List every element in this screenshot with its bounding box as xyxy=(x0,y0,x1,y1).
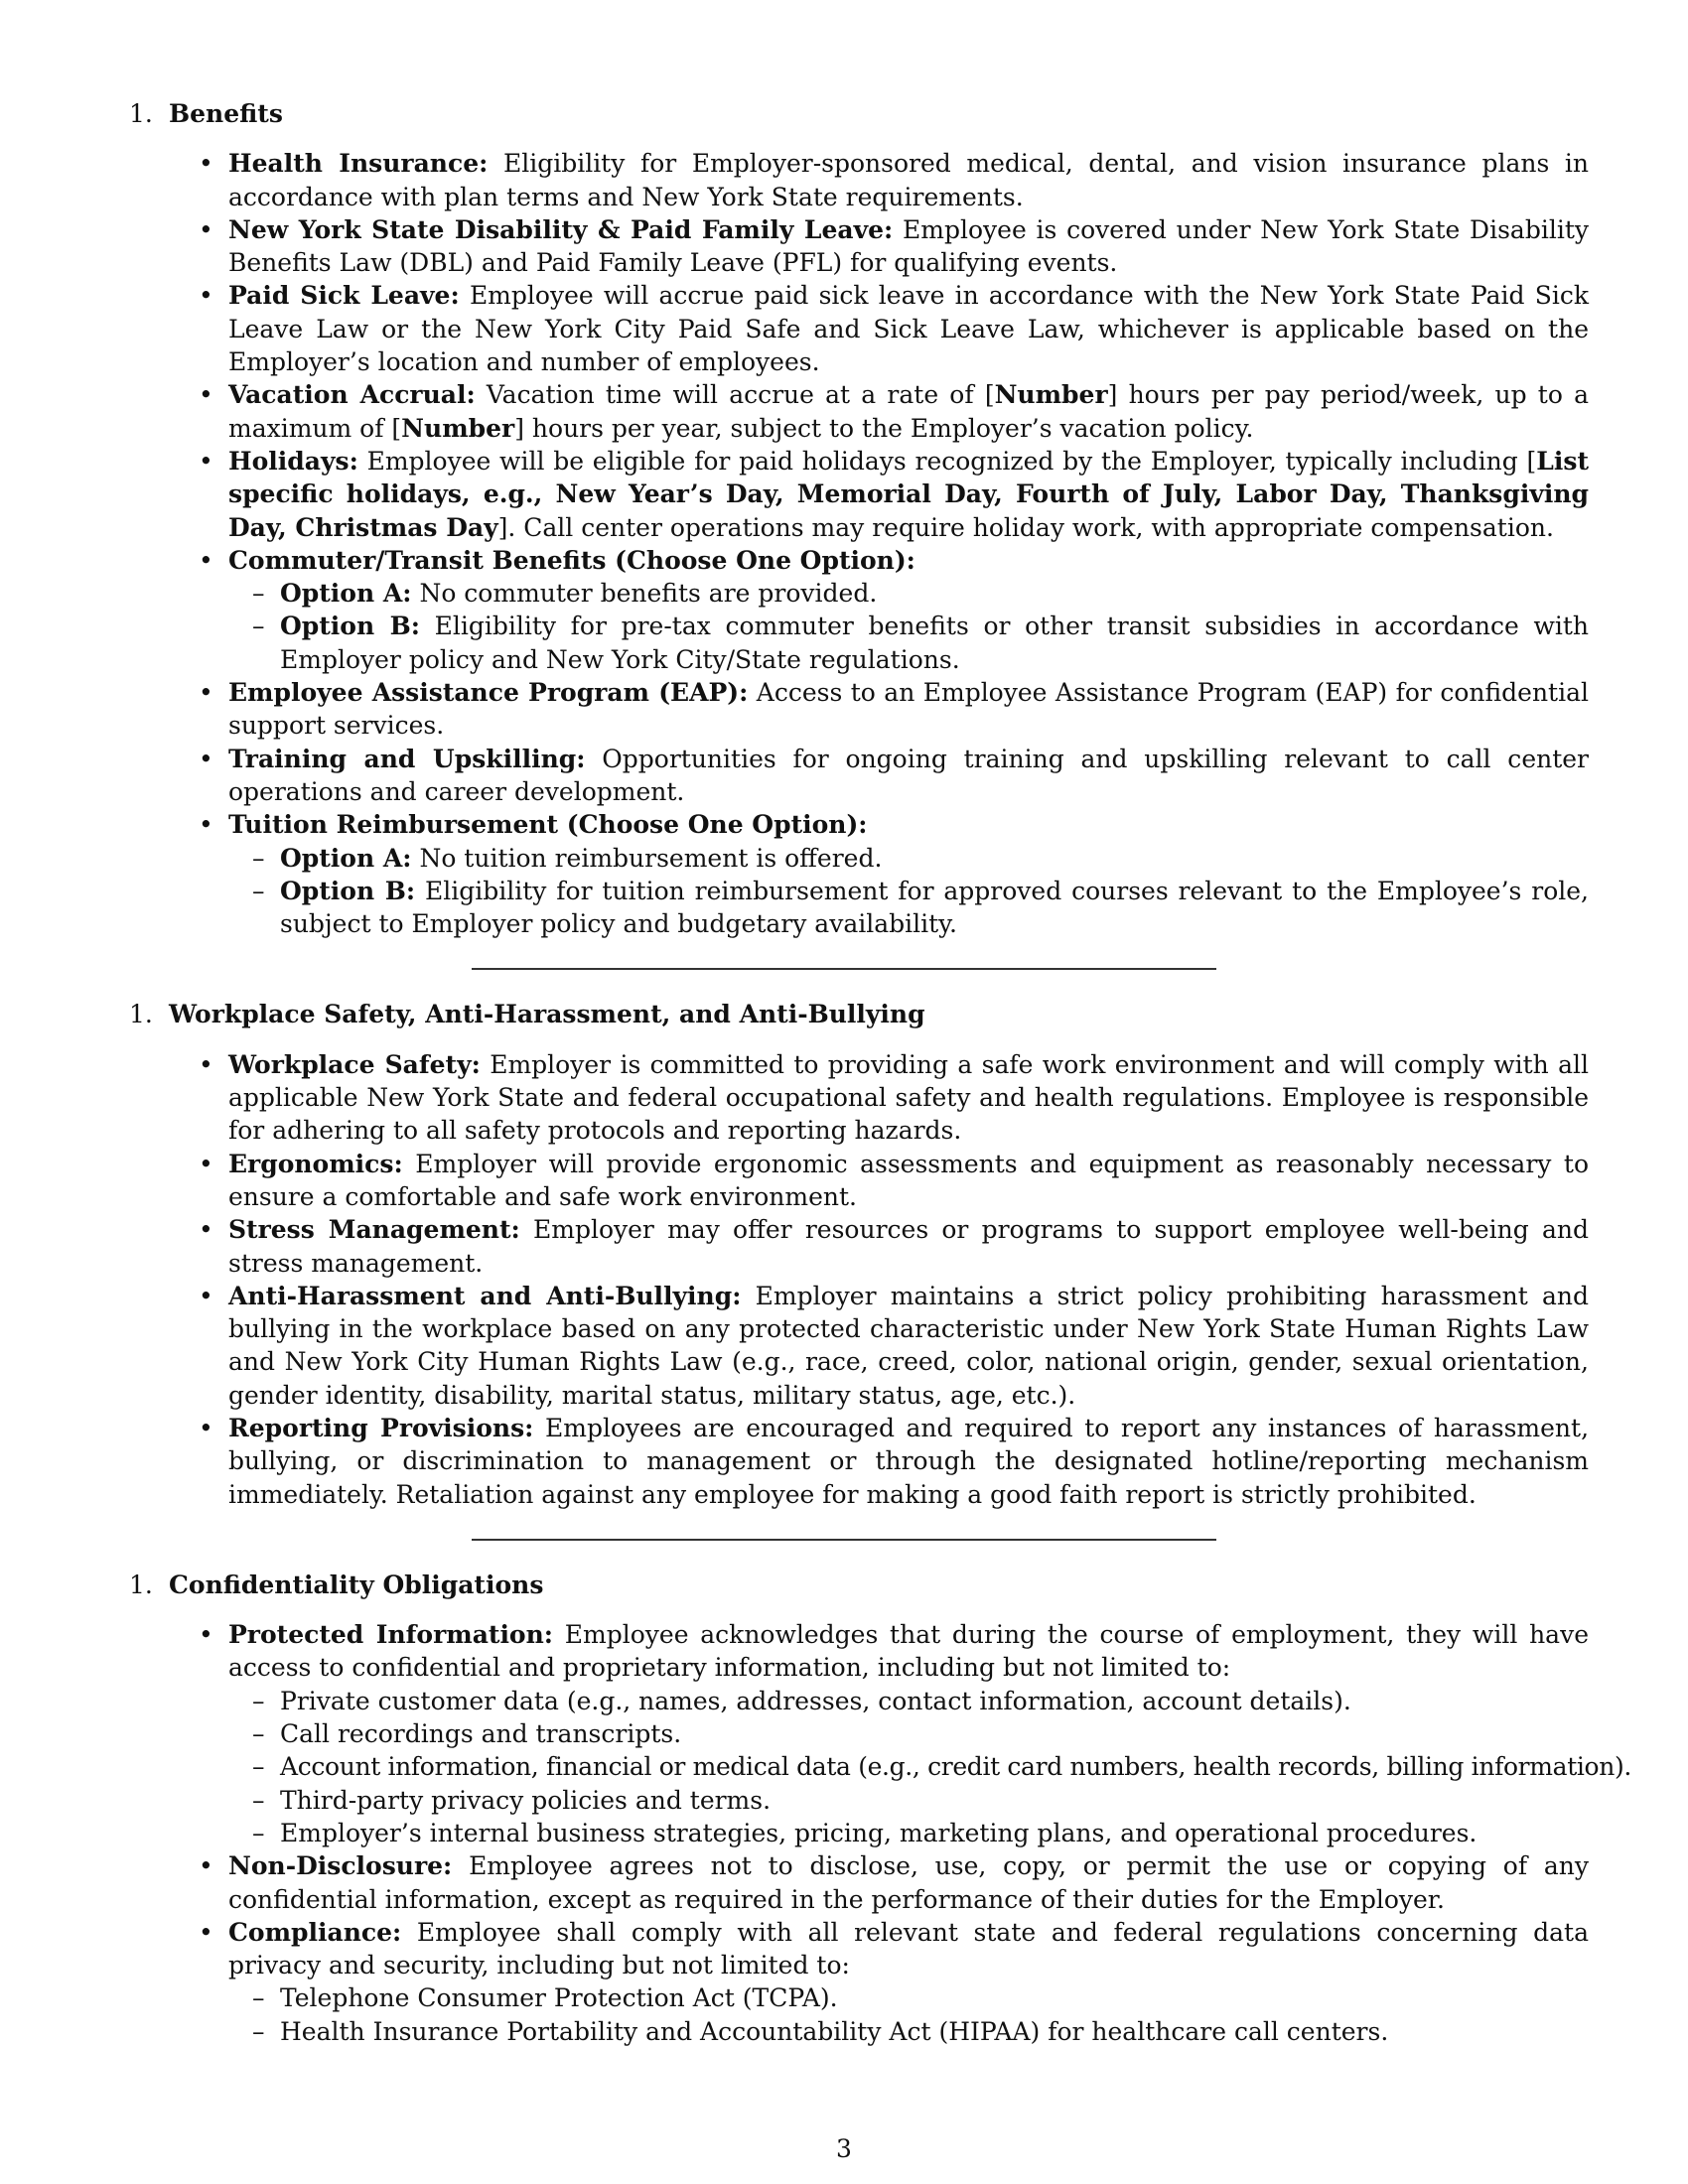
option-label: Option B: xyxy=(280,612,420,641)
list-item-health-insurance xyxy=(228,147,1589,213)
item-label: Paid Sick Leave: xyxy=(228,281,460,311)
placeholder-number: Number xyxy=(401,413,515,443)
list-item-workplace-safety xyxy=(228,1048,1589,1148)
option-text: Eligibility for pre-tax commuter benefits or other transit subsidies in accordance with Employer policy and New York City/State regulations. xyxy=(280,612,1589,674)
item-text: Employer is committed to providing a safe work environment and will comply with all applicable New York State and federal occupational safety and health regulations. Employee is responsible for adhering to all safety protocols and reporting hazards. xyxy=(228,1049,1589,1146)
section-confidentiality xyxy=(129,1569,1631,2048)
section-heading xyxy=(129,998,1589,1030)
item-label: Employee Assistance Program (EAP): xyxy=(228,678,749,708)
item-text: Employer may offer resources or programs to support employee well-being and stress management. xyxy=(228,1215,1590,1278)
tuition-options-list xyxy=(228,842,1589,941)
item-text: Access to an Employee Assistance Program (EAP) for confidential support services. xyxy=(228,678,1589,741)
option-text: Eligibility for tuition reimbursement for approved courses relevant to the Employee’s role, subject to Employer policy and budgetary availability. xyxy=(280,876,1589,939)
item-text: Vacation time will accrue at a rate of [ xyxy=(486,380,995,410)
item-label: Anti-Harassment and Anti-Bullying: xyxy=(228,1281,742,1310)
list-item-stress-management xyxy=(228,1213,1589,1280)
section-number: 1. xyxy=(129,1000,153,1029)
section-title: Confidentiality Obligations xyxy=(169,1570,544,1599)
item-label: Ergonomics: xyxy=(228,1149,403,1178)
option-item xyxy=(280,577,1589,610)
item-text: Eligibility for Employer-sponsored medical, dental, and vision insurance plans in accordance with plan terms and New York State requirements. xyxy=(228,149,1589,211)
sub-list-item: – Employer’s internal business strategies, pricing, marketing plans, and operational procedures. xyxy=(280,1817,1589,1849)
list-item-reporting xyxy=(228,1412,1589,1511)
item-label: Vacation Accrual: xyxy=(228,380,476,410)
list-item-tuition-reimbursement xyxy=(228,808,1589,940)
list-item-compliance xyxy=(228,1916,1589,2048)
sub-list-item: – Telephone Consumer Protection Act (TCPA). xyxy=(280,1981,1589,2014)
sub-list-item: – Private customer data (e.g., names, addresses, contact information, account details). xyxy=(280,1685,1589,1717)
option-text: No tuition reimbursement is offered. xyxy=(419,843,883,873)
item-label: Compliance: xyxy=(228,1917,402,1947)
compliance-regulations-list xyxy=(228,1981,1589,2048)
list-item-paid-sick-leave xyxy=(228,279,1589,378)
protected-info-list xyxy=(228,1685,1631,1849)
item-label: Holidays: xyxy=(228,446,358,476)
list-item-non-disclosure xyxy=(228,1849,1589,1916)
document-content xyxy=(129,97,1631,2048)
list-item-disability-pfl xyxy=(228,213,1589,280)
sub-list-item: – Health Insurance Portability and Accountability Act (HIPAA) for healthcare call centers. xyxy=(280,2015,1589,2048)
sub-list-item: – Call recordings and transcripts. xyxy=(280,1717,1589,1750)
option-label: Option A: xyxy=(280,579,412,609)
placeholder-number: Number xyxy=(994,380,1108,410)
safety-list xyxy=(129,1048,1589,1511)
item-text: Employee acknowledges that during the course of employment, they will have access to confidential and proprietary information, including but not limited to: xyxy=(228,1620,1589,1683)
section-benefits xyxy=(129,97,1589,940)
option-label: Option A: xyxy=(280,843,412,873)
item-label: New York State Disability & Paid Family Leave: xyxy=(228,214,894,244)
item-label: Commuter/Transit Benefits (Choose One Option): xyxy=(228,545,915,575)
confidentiality-list xyxy=(129,1618,1631,2048)
option-item xyxy=(280,875,1589,941)
section-title: Workplace Safety, Anti-Harassment, and Anti-Bullying xyxy=(169,1000,925,1029)
option-label: Option B: xyxy=(280,876,416,905)
item-text: Employee is covered under New York State Disability Benefits Law (DBL) and Paid Family Leave (PFL) for qualifying events. xyxy=(228,214,1589,278)
item-text: ] hours per year, subject to the Employer’s vacation policy. xyxy=(514,413,1254,443)
item-text: Employee shall comply with all relevant state and federal regulations concerning data privacy and security, including but not limited to: xyxy=(228,1917,1589,1980)
list-item-eap xyxy=(228,676,1589,743)
item-text: ] hours per pay period/week, up to a maximum of [ xyxy=(228,380,1590,443)
item-text: Employee will be eligible for paid holidays recognized by the Employer, typically including [ xyxy=(366,446,1537,476)
benefits-list xyxy=(129,147,1589,940)
section-heading xyxy=(129,97,1589,130)
item-text: Employee agrees not to disclose, use, copy, or permit the use or copying of any confidential information, except as required in the performance of their duties for the Employer. xyxy=(228,1851,1589,1914)
item-label: Tuition Reimbursement (Choose One Option): xyxy=(228,810,868,840)
section-title: Benefits xyxy=(169,99,283,128)
item-label: Non-Disclosure: xyxy=(228,1851,453,1881)
horizontal-rule xyxy=(472,968,1216,970)
horizontal-rule xyxy=(472,1539,1216,1541)
item-text: Opportunities for ongoing training and upskilling relevant to call center operations and career development. xyxy=(228,744,1590,806)
item-label: Reporting Provisions: xyxy=(228,1413,534,1442)
list-item-protected-information xyxy=(228,1618,1631,1849)
commuter-options-list xyxy=(228,577,1589,676)
list-item-training xyxy=(228,743,1589,809)
item-text: Employee will accrue paid sick leave in accordance with the New York State Paid Sick Leave Law or the New York City Paid Safe and Sick Leave Law, whichever is applicable based on the Employer’s location and number of employees. xyxy=(228,281,1589,377)
section-workplace-safety xyxy=(129,998,1589,1510)
list-item-commuter-benefits xyxy=(228,544,1589,676)
option-text: No commuter benefits are provided. xyxy=(419,579,878,609)
placeholder-holidays: List specific holidays, e.g., New Year’s Day, Memorial Day, Fourth of July, Labor Day, Thanksgiving Day, Christmas Day xyxy=(228,446,1589,542)
list-item-vacation-accrual xyxy=(228,378,1589,445)
item-text: Employees are encouraged and required to report any instances of harassment, bullying, or discrimination to management or through the designated hotline/reporting mechanism immediately. Retaliation against any employee for making a good faith report is strictly prohibited. xyxy=(228,1413,1590,1509)
section-number: 1. xyxy=(129,99,153,128)
section-number: 1. xyxy=(129,1570,153,1599)
page-number: 3 xyxy=(836,2134,852,2163)
sub-list-item: – Account information, financial or medical data (e.g., credit card numbers, health records, billing information). xyxy=(280,1750,1589,1783)
item-text: Employer will provide ergonomic assessments and equipment as reasonably necessary to ensure a comfortable and safe work environment. xyxy=(228,1149,1589,1211)
item-text: ]. Call center operations may require holiday work, with appropriate compensation. xyxy=(497,512,1554,542)
list-item-anti-harassment xyxy=(228,1280,1589,1412)
option-item xyxy=(280,610,1589,676)
section-heading xyxy=(129,1569,1589,1601)
list-item-holidays xyxy=(228,445,1589,544)
item-label: Training and Upskilling: xyxy=(228,744,586,773)
item-label: Workplace Safety: xyxy=(228,1049,481,1079)
item-label: Stress Management: xyxy=(228,1215,520,1245)
item-text: Employer maintains a strict policy prohibiting harassment and bullying in the workplace based on any protected characteristic under New York State Human Rights Law and New York City Human Rights Law (e.g., race, creed, color, national origin, gender, sexual orientation, gender identity, disability, marital status, military status, age, etc.). xyxy=(228,1281,1589,1410)
item-label: Protected Information: xyxy=(228,1620,554,1650)
item-label: Health Insurance: xyxy=(228,149,489,179)
list-item-ergonomics xyxy=(228,1148,1589,1214)
option-item xyxy=(280,842,1589,875)
sub-list-item: – Third-party privacy policies and terms. xyxy=(280,1784,1589,1817)
